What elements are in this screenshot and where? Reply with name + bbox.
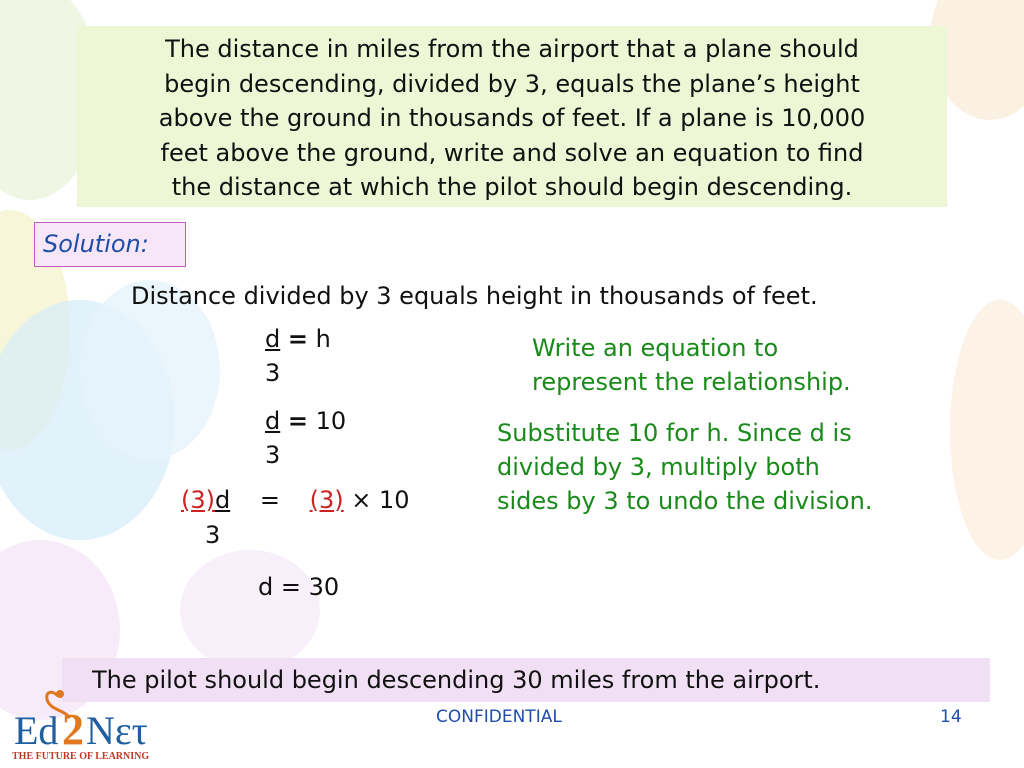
note-line: represent the relationship. [532,368,851,396]
answer-box: The pilot should begin descending 30 miles from the airport. [62,658,990,702]
problem-line: The distance in miles from the airport that a plane should [165,35,859,63]
note-line: divided by 3, multiply both [497,453,820,481]
eq1-denominator: 3 [265,359,281,387]
note-substitute [497,416,872,518]
eq2-denominator: 3 [265,441,281,469]
problem-line: above the ground in thousands of feet. If a plane is 10,000 [158,104,866,132]
problem-line: feet above the ground, write and solve an equation to find [160,138,864,167]
note-write-equation [532,331,851,399]
note-line: Write an equation to [532,334,779,362]
eq3-numerator: d [215,486,231,514]
equation-4: d = 30 [258,573,340,601]
eq3-denominator: 3 [205,521,221,549]
page-number: 14 [940,707,962,727]
eq2-rhs: 10 [315,407,347,435]
figure-head-icon [56,690,64,698]
problem-box [77,26,947,207]
logo-brand-right: Nετ [86,708,148,753]
ed2net-logo [10,688,170,763]
equation-2 [265,407,346,435]
eq3-factor-right: (3) [309,486,344,514]
problem-line: the distance at which the pilot should begin descending. [171,173,853,201]
eq3-rhs: × 10 [351,486,410,514]
eq1-rhs: h [315,325,331,353]
equation-3 [181,486,410,514]
eq1-equals: = [287,325,308,353]
note-line: sides by 3 to undo the division. [497,487,873,515]
eq3-equals: = [259,486,280,514]
statement: Distance divided by 3 equals height in thousands of feet. [131,282,818,310]
eq2-equals: = [287,407,308,435]
logo-brand-left: Ed [14,708,59,753]
eq3-factor-left: (3) [181,486,215,514]
logo-brand-mid: 2 [62,705,84,754]
confidential-label: CONFIDENTIAL [436,707,562,727]
note-line: Substitute 10 for h. Since d is [497,419,852,447]
logo-tagline: THE FUTURE OF LEARNING [12,751,150,762]
equation-1 [265,325,331,353]
solution-label: Solution: [34,222,186,267]
eq2-numerator: d [265,407,281,435]
eq1-numerator: d [265,325,281,353]
problem-line: begin descending, divided by 3, equals the plane’s height [164,69,860,98]
